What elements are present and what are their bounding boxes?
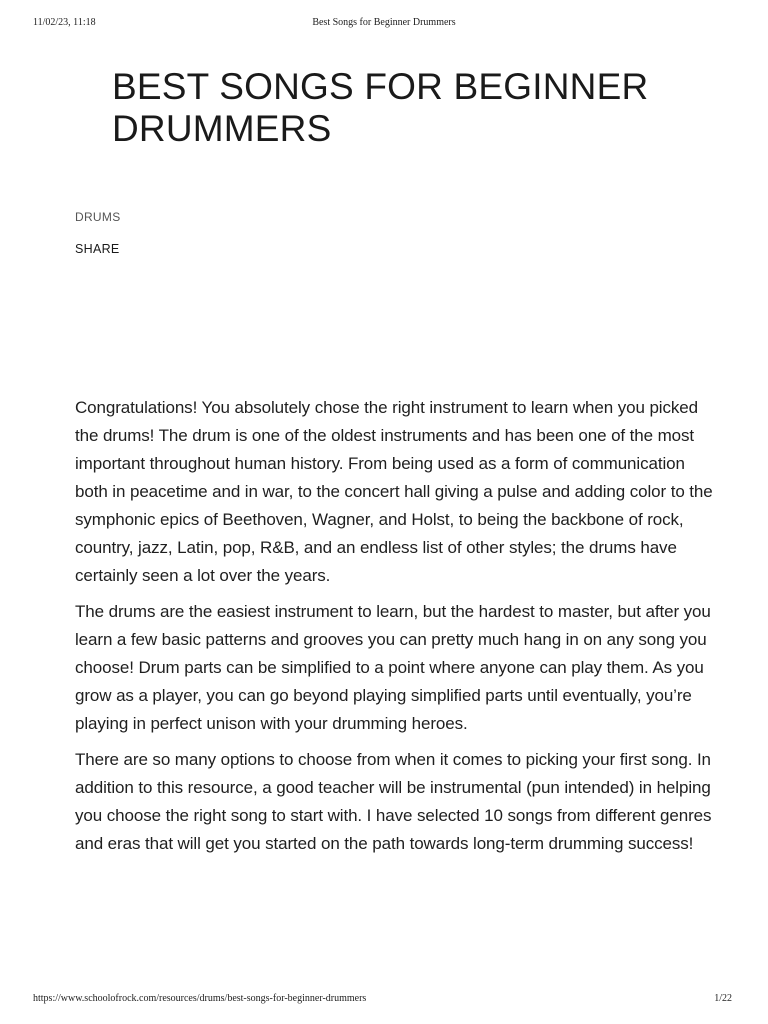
print-document-title: Best Songs for Beginner Drummers <box>312 17 456 28</box>
article-body <box>75 394 715 866</box>
article-paragraph: The drums are the easiest instrument to learn, but the hardest to master, but after you learn a few basic patterns and grooves you can pretty much hang in on any song you choose! Drum parts can be simplified to a point where anyone can play them. As you grow as a player, you can go beyond playing simplified parts until eventually, you’re playing in perfect unison with your drumming heroes. <box>75 602 711 733</box>
page-number: 1/22 <box>714 993 732 1004</box>
page-title: BEST SONGS FOR BEGINNER DRUMMERS <box>112 66 649 149</box>
article-paragraph: There are so many options to choose from when it comes to picking your first song. In addition to this resource, a good teacher will be instrumental (pun intended) in helping you choose the right song to start with. I have selected 10 songs from different genres and eras that will get you started on the path towards long-term drumming success! <box>75 750 712 853</box>
page-url: https://www.schoolofrock.com/resources/drums/best-songs-for-beginner-drummers <box>33 993 367 1004</box>
print-header <box>0 17 768 31</box>
category-link[interactable]: DRUMS <box>75 210 121 224</box>
print-footer <box>0 993 768 1007</box>
print-datetime: 11/02/23, 11:18 <box>33 17 96 28</box>
share-button[interactable]: SHARE <box>75 242 120 256</box>
article-paragraph: Congratulations! You absolutely chose the right instrument to learn when you picked the drums! The drum is one of the oldest instruments and has been one of the most important throughout human history. From being used as a form of communication both in peacetime and in war, to the concert hall giving a pulse and adding color to the symphonic epics of Beethoven, Wagner, and Holst, to being the backbone of rock, country, jazz, Latin, pop, R&B, and an endless list of other styles; the drums have certainly seen a lot over the years. <box>75 398 713 585</box>
